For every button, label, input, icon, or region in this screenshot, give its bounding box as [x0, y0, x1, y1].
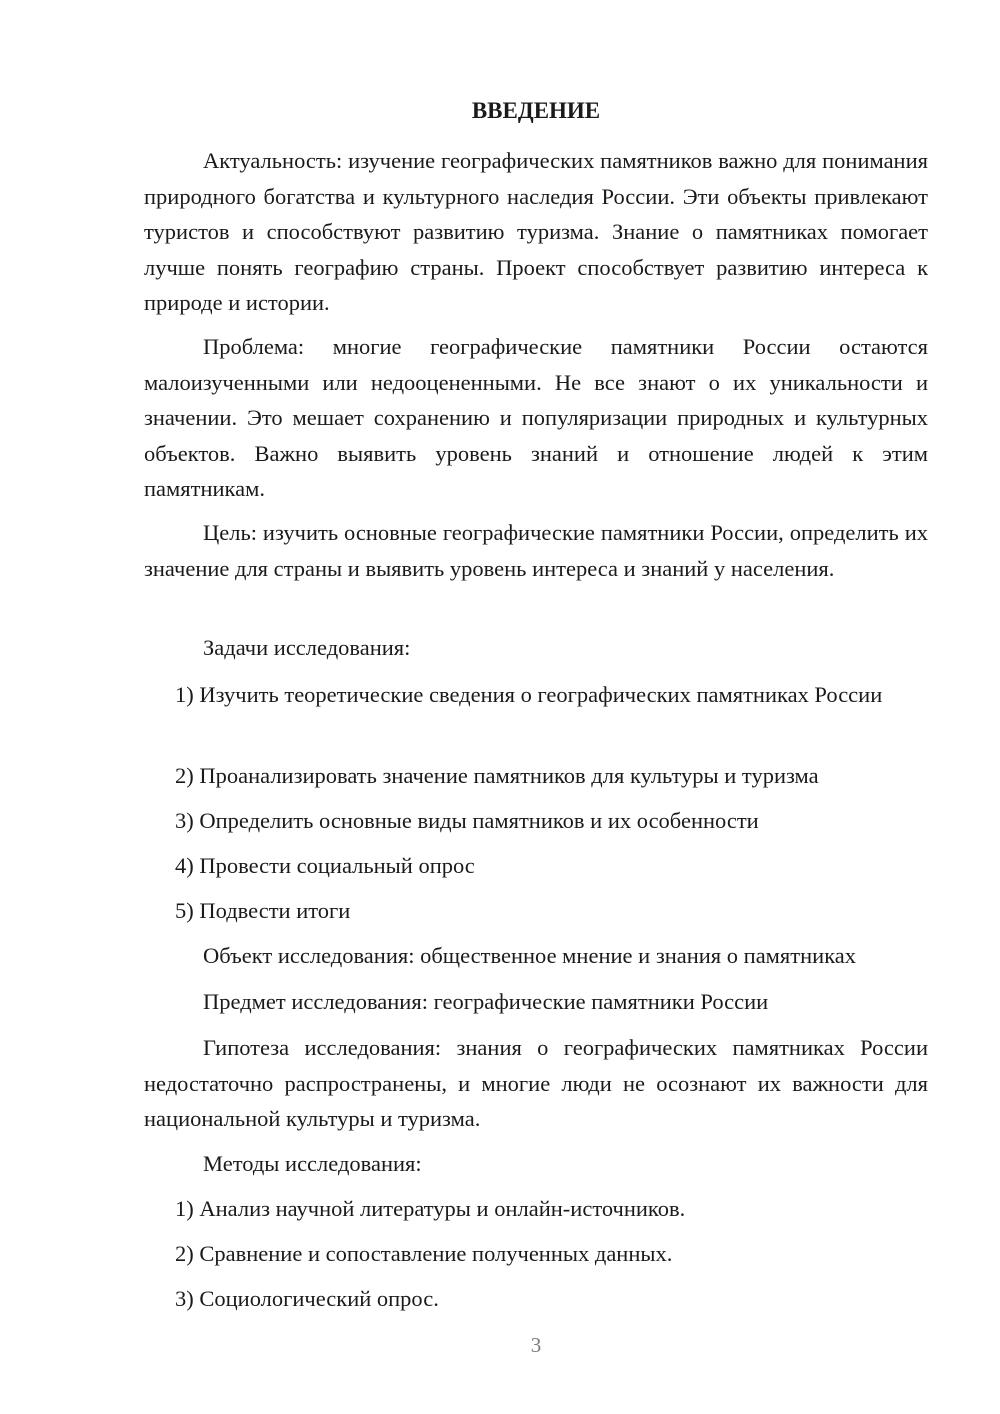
- research-subject: Предмет исследования: географические памятники России: [203, 989, 769, 1014]
- goal-paragraph: Цель: изучить основные географические памятники России, определить их значение для страны и выявить уровень интереса и знаний у населения.: [144, 520, 928, 581]
- methods-heading: Методы исследования:: [203, 1151, 422, 1176]
- tasks-heading: Задачи исследования:: [203, 635, 411, 660]
- research-object: Объект исследования: общественное мнение и знания о памятниках: [203, 943, 857, 968]
- task-item-5: 5) Подвести итоги: [175, 898, 351, 923]
- method-item-3: 3) Социологический опрос.: [175, 1286, 439, 1311]
- page-number: 3: [530, 1333, 542, 1357]
- hypothesis-paragraph: Гипотеза исследования: знания о географических памятниках России недостаточно распространены, и многие люди не осознают их важности для национальной культуры и туризма.: [144, 1035, 928, 1131]
- task-item-2: 2) Проанализировать значение памятников для культуры и туризма: [175, 763, 819, 788]
- section-title: ВВЕДЕНИЕ: [471, 98, 601, 123]
- task-item-3: 3) Определить основные виды памятников и их особенности: [175, 808, 759, 833]
- method-item-1: 1) Анализ научной литературы и онлайн-источников.: [175, 1196, 686, 1221]
- relevance-paragraph: Актуальность: изучение географических памятников важно для понимания природного богатства и культурного наследия России. Эти объекты привлекают туристов и способствуют развитию туризма. Знание о памятниках помогает лучше понять географию страны. Проект способствует развитию интереса к природе и истории.: [144, 148, 928, 315]
- method-item-2: 2) Сравнение и сопоставление полученных данных.: [175, 1241, 673, 1266]
- task-item-4: 4) Провести социальный опрос: [175, 853, 475, 878]
- problem-paragraph: Проблема: многие географические памятники России остаются малоизученными или недооцененными. Не все знают о их уникальности и значении. Это мешает сохранению и популяризации природных и культурных объектов. Важно выявить уровень знаний и отношение людей к этим памятникам.: [144, 334, 928, 501]
- task-item-1: 1) Изучить теоретические сведения о географических памятниках России: [175, 682, 883, 707]
